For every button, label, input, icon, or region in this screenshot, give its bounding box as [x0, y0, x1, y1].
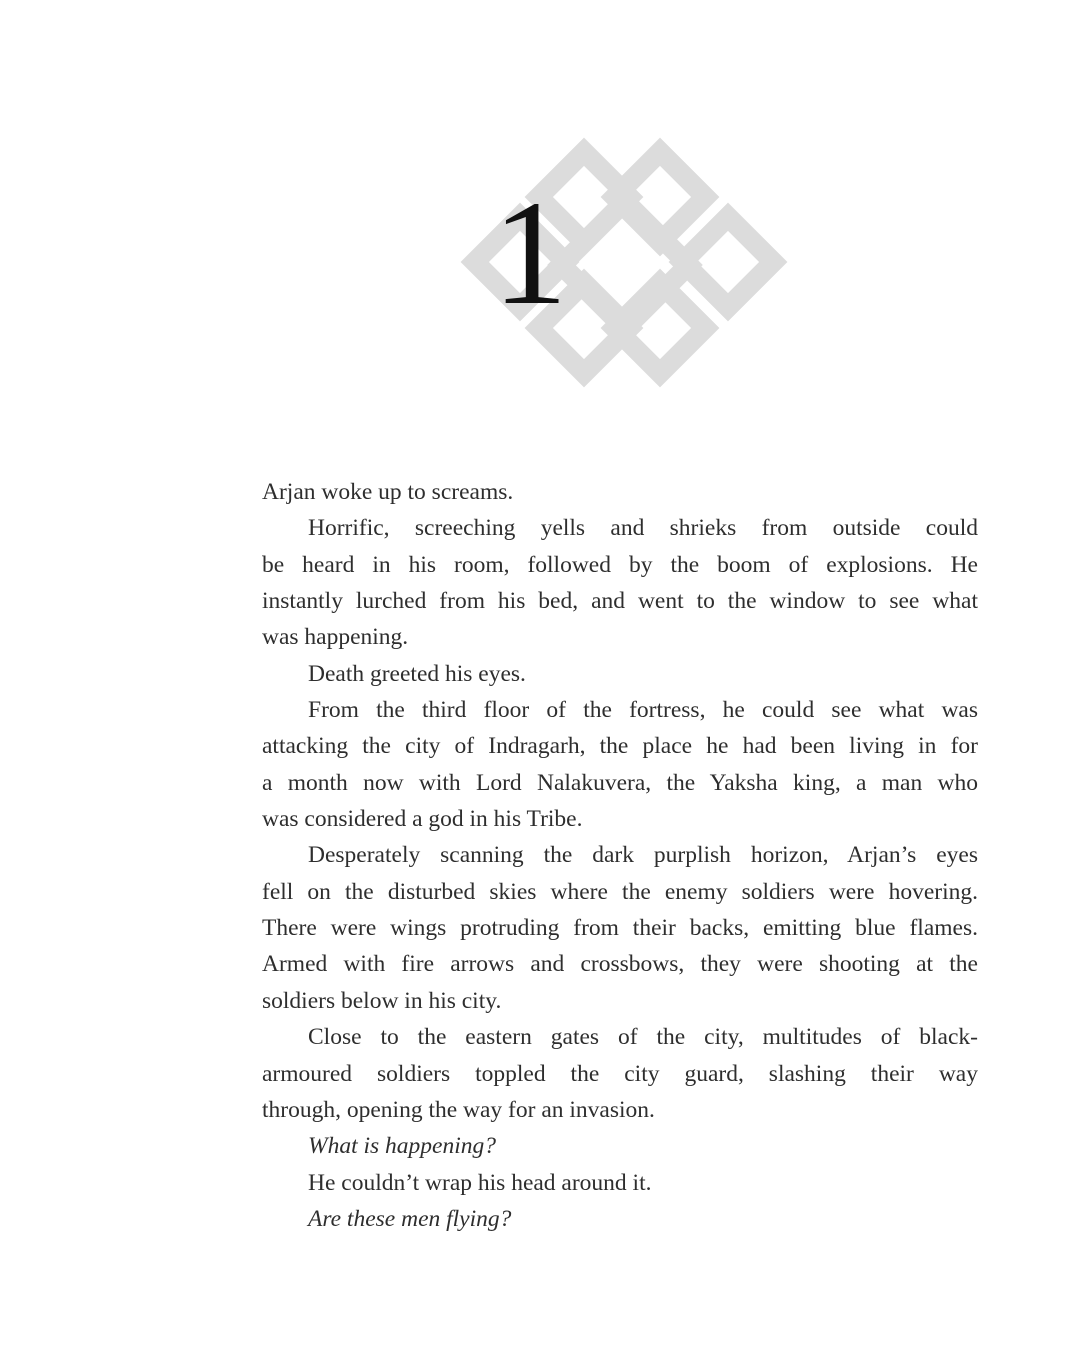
chapter-number: 1 [492, 170, 568, 336]
text-line: Armed with fire arrows and crossbows, they were shooting at the [262, 951, 978, 978]
text-line: instantly lurched from his bed, and went to the window to see what [262, 588, 978, 615]
italic-text-line: What is happening? [308, 1133, 496, 1160]
text-line: armoured soldiers toppled the city guard, slashing their way [262, 1060, 978, 1087]
paragraph [262, 1019, 978, 1128]
italic-text-line: Are these men flying? [308, 1205, 512, 1232]
text-line: Death greeted his eyes. [308, 660, 526, 687]
text-line: There were wings protruding from their backs, emitting blue flames. [262, 915, 978, 942]
text-line: He couldn’t wrap his head around it. [308, 1169, 652, 1196]
text-line: was happening. [262, 624, 409, 651]
paragraph [262, 1128, 978, 1164]
paragraph [262, 474, 978, 510]
paragraph [262, 837, 978, 1019]
paragraph [262, 692, 978, 837]
text-line: fell on the disturbed skies where the enemy soldiers were hovering. [262, 878, 978, 905]
text-line: attacking the city of Indragarh, the place he had been living in for [262, 733, 978, 760]
text-line: Horrific, screeching yells and shrieks from outside could [308, 515, 978, 542]
paragraph [262, 1201, 978, 1237]
paragraph [262, 656, 978, 692]
text-line: through, opening the way for an invasion. [262, 1096, 655, 1123]
text-line: soldiers below in his city. [262, 987, 502, 1014]
text-line: From the third floor of the fortress, he could see what was [308, 697, 978, 724]
text-line: be heard in his room, followed by the boom of explosions. He [262, 551, 978, 578]
text-line: Desperately scanning the dark purplish horizon, Arjan’s eyes [308, 842, 978, 869]
text-line: a month now with Lord Nalakuvera, the Yaksha king, a man who [262, 769, 978, 796]
chapter-body-text [262, 474, 978, 1237]
text-line: Close to the eastern gates of the city, multitudes of black- [308, 1024, 978, 1051]
text-line: was considered a god in his Tribe. [262, 806, 583, 833]
text-line: Arjan woke up to screams. [262, 479, 514, 505]
paragraph [262, 510, 978, 655]
paragraph [262, 1165, 978, 1201]
